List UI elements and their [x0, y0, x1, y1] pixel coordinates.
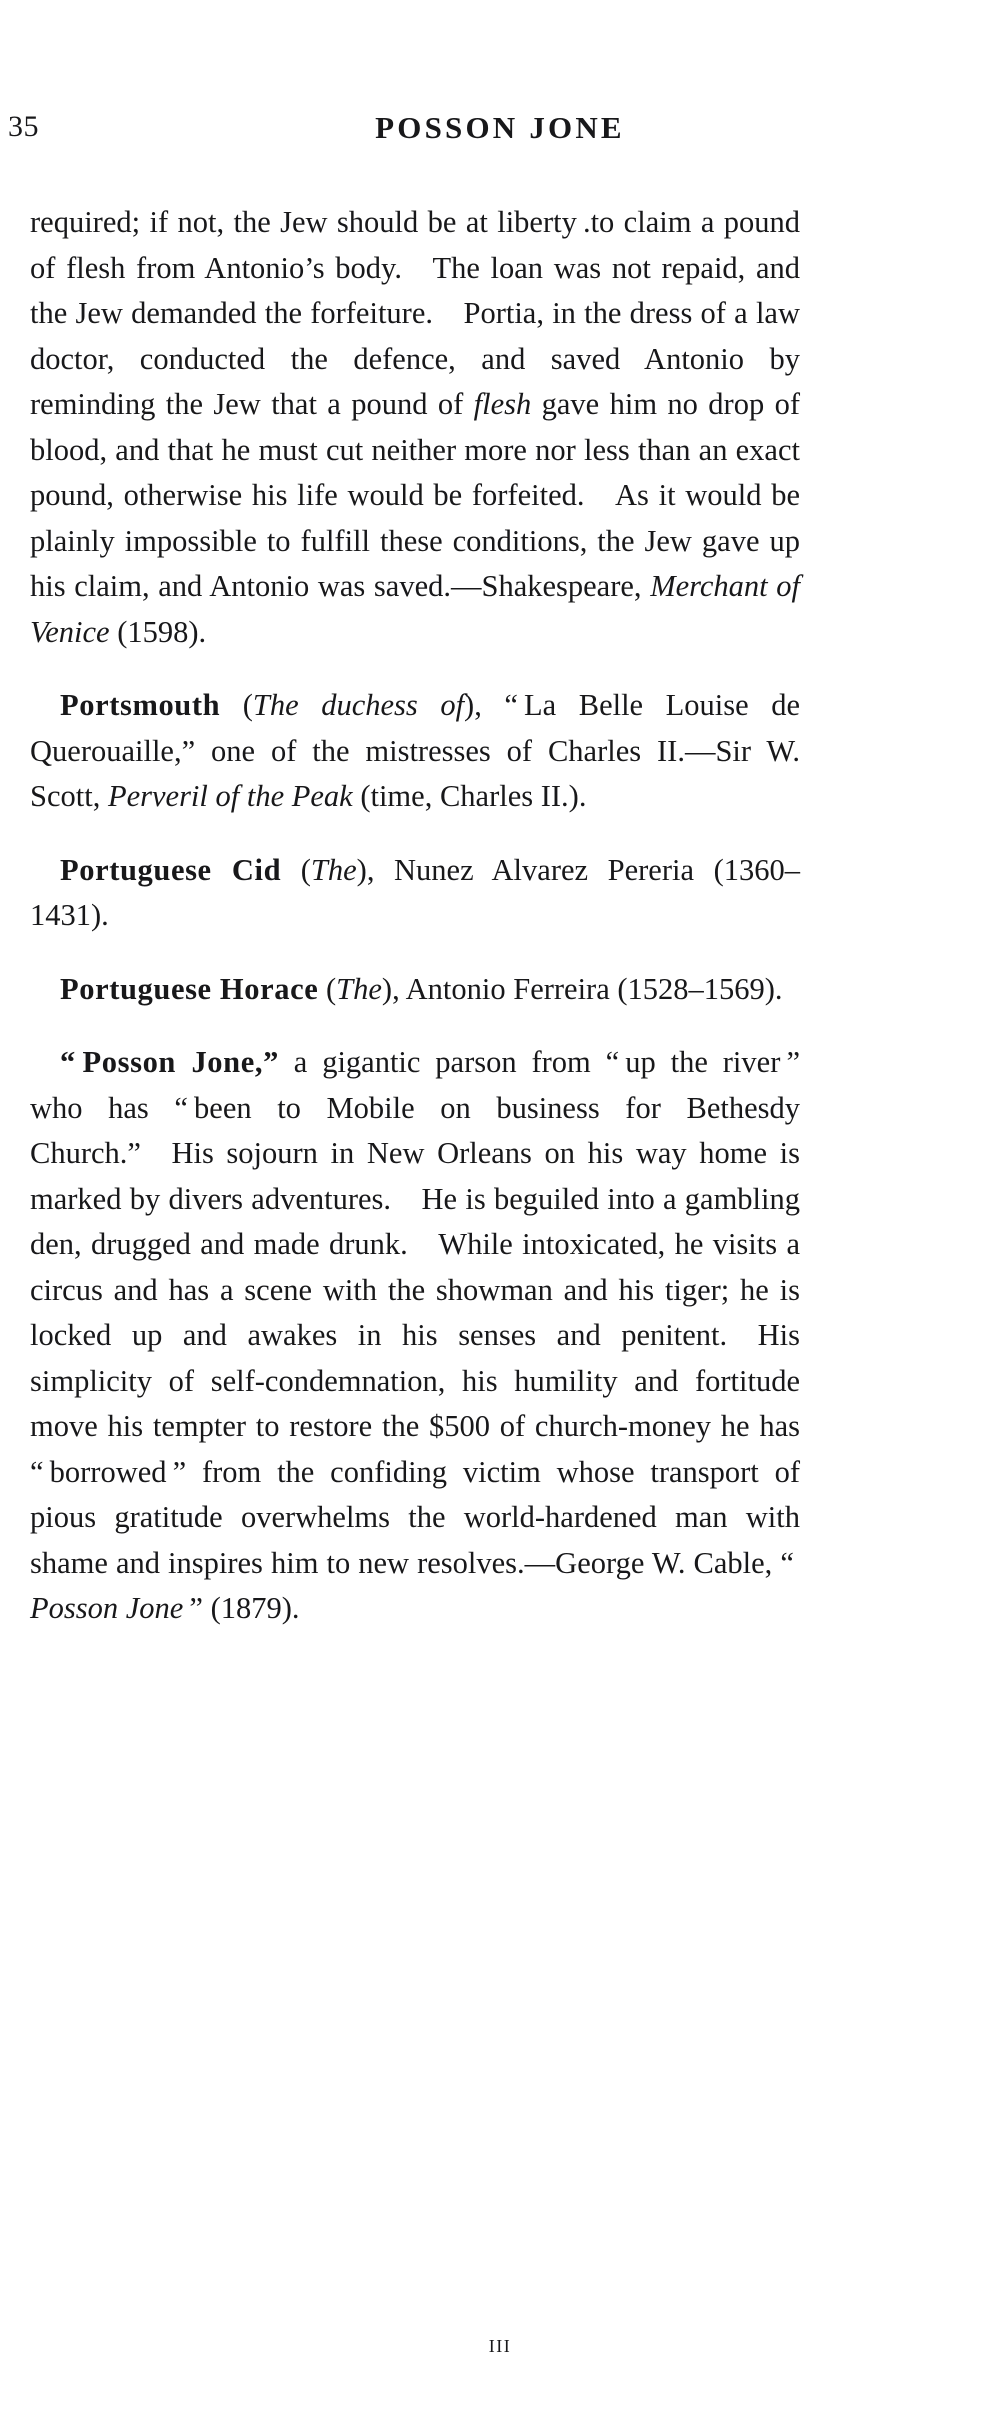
page-header [0, 110, 1000, 154]
signature-mark: III [488, 2336, 512, 2356]
entry-headword: Portuguese Horace [60, 971, 319, 1006]
page-number: 35 [8, 110, 39, 143]
body-text: ), “ La Belle Louise de Querouaille,” one of the mistresses of Charles II.—Sir W. Scott, [30, 688, 800, 813]
running-head: POSSON JONE [375, 110, 625, 145]
entry-headword: Portuguese Cid [60, 852, 282, 887]
entry-headword: Portsmouth [60, 688, 221, 722]
italic-text: The [336, 971, 382, 1006]
body-text: ( [220, 688, 253, 722]
body-text: ( [281, 852, 311, 887]
paragraph-portuguese-horace [30, 967, 800, 1013]
body-text: a gigantic parson from “ up the river ” who has “ been to Mobile on business for Bethesdy Church.” His sojourn in New Orleans on his way home is marked by divers adventures. He is beguiled into a gambling den, drugged and made drunk. While intoxicated, he visits a circus and has a scene with the showman and his tiger; he is locked up and awakes in his senses and penitent. His simplicity of self-condemnation, his humility and fortitude move his tempter to restore the $500 of church-money he has “ borrowed ” from the confiding victim whose transport of pious gratitude overwhelms the world-hardened man with shame and inspires him to new resolves.—George W. Cable, “ [30, 1045, 800, 1580]
body-text: ), Nunez Alvarez Pereria (1360–1431). [30, 852, 800, 932]
body-text: required; if not, the Jew should be at liberty .to claim a pound of flesh from Antonio’s body. The loan was not repaid, and the Jew demanded the forfeiture. Portia, in the dress of a law doctor, conducted the defence, and saved Antonio by reminding the Jew that a pound of [30, 205, 800, 421]
italic-text: The [310, 852, 357, 887]
italic-text: Perveril of the Peak [107, 779, 353, 813]
body-text: ” (1879). [183, 1591, 300, 1625]
italic-text: Merchant of Venice [30, 569, 800, 649]
body-text: gave him no drop of blood, and that he must cut neither more nor less than an exact pound, otherwise his life would be forfeited. As it would be plainly impossible to fulfill these conditions, the Jew gave up his claim, and Antonio was saved.—Shakespeare, [30, 387, 800, 603]
text-column [30, 200, 800, 1632]
paragraph-portuguese-cid [30, 848, 800, 939]
paragraph-posson-jone [30, 1040, 800, 1632]
body-text: ( [318, 971, 337, 1006]
italic-text: flesh [473, 387, 532, 421]
italic-text: The duchess of [252, 688, 465, 722]
body-text: (1598). [109, 614, 207, 649]
italic-text: Posson Jone [30, 1591, 184, 1625]
body-text: (time, Charles II.). [352, 779, 587, 813]
body-text: ), Antonio Ferreira (1528–1569). [381, 971, 783, 1006]
entry-headword: “ Posson Jone,” [60, 1045, 279, 1079]
paragraph-merchant-of-venice-continuation [30, 200, 800, 655]
paragraph-portsmouth [30, 683, 800, 820]
